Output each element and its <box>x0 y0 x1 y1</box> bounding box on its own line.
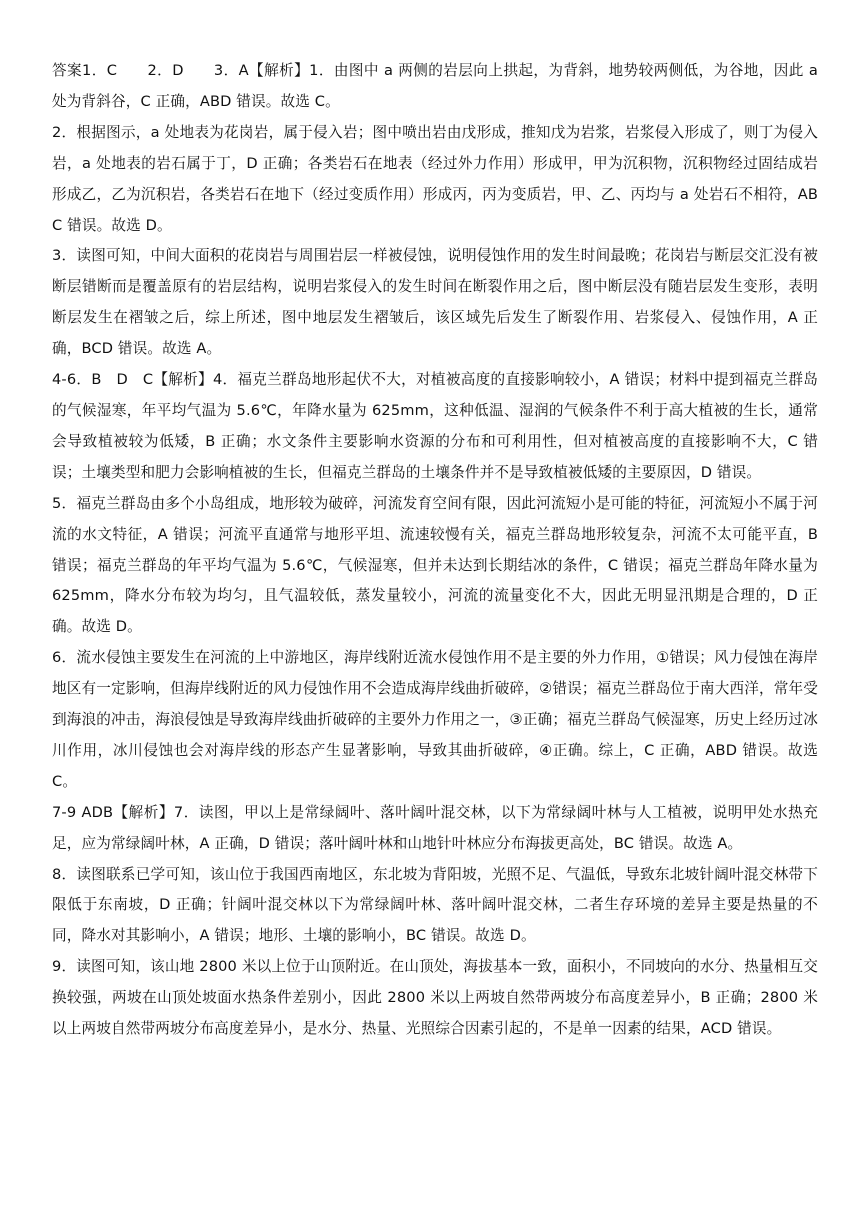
answer-paragraph-9: 9．读图可知，该山地 2800 米以上位于山顶附近。在山顶处，海拔基本一致，面积小，不同坡向的水分、热量相互交换较强，两坡在山顶处坡面水热条件差别小，因此 2800 米以上两坡自然带两坡分布高度差异小，B 正确；2800 米以上两坡自然带两坡分布高度差异小，是水分、热量、光照综合因素引起的，不是单一因素的结果，ACD 错误。 <box>52 958 818 1038</box>
answer-document <box>52 56 818 1045</box>
answer-paragraph-3: 3．读图可知，中间大面积的花岗岩与周围岩层一样被侵蚀，说明侵蚀作用的发生时间最晚；花岗岩与断层交汇没有被断层错断而是覆盖原有的岩层结构，说明岩浆侵入的发生时间在断裂作用之后，图中断层没有随岩层发生变形，表明断层发生在褶皱之后，综上所述，图中地层发生褶皱后，该区域先后发生了断裂作用、岩浆侵入、侵蚀作用，A 正确，BCD 错误。故选 A。 <box>52 247 818 358</box>
answer-paragraph-5: 5．福克兰群岛由多个小岛组成，地形较为破碎，河流发育空间有限，因此河流短小是可能的特征，河流短小不属于河流的水文特征，A 错误；河流平直通常与地形平坦、流速较慢有关，福克兰群岛地形较复杂，河流不太可能平直，B 错误；福克兰群岛的年平均气温为 5.6℃，气候湿寒，但并未达到长期结冰的条件，C 错误；福克兰群岛年降水量为 625mm，降水分布较为均匀，且气温较低，蒸发量较小，河流的流量变化不大，因此无明显汛期是合理的，D 正确。故选 D。 <box>52 494 818 636</box>
answer-paragraph-4-6: 4-6．B D C【解析】4．福克兰群岛地形起伏不大，对植被高度的直接影响较小，A 错误；材料中提到福克兰群岛的气候湿寒，年平均气温为 5.6℃，年降水量为 625mm，这种低温、湿润的气候条件不利于高大植被的生长，通常会导致植被较为低矮，B 正确；水文条件主要影响水资源的分布和可利用性，但对植被高度的直接影响不大，C 错误；土壤类型和肥力会影响植被的生长，但福克兰群岛的土壤条件并不是导致植被低矮的主要原因，D 错误。 <box>52 371 818 481</box>
answer-paragraph-8: 8．读图联系已学可知，该山位于我国西南地区，东北坡为背阳坡，光照不足、气温低，导致东北坡针阔叶混交林带下限低于东南坡，D 正确；针阔叶混交林以下为常绿阔叶林、落叶阔叶混交林，二者生存环境的差异主要是热量的不同，降水对其影响小，A 错误；地形、土壤的影响小，BC 错误。故选 D。 <box>52 865 818 945</box>
answer-paragraph-1-3: 答案1．C 2．D 3．A【解析】1．由图中 a 两侧的岩层向上拱起，为背斜，地势较两侧低，为谷地，因此 a 处为背斜谷，C 正确，ABD 错误。故选 C。 <box>52 62 818 110</box>
answer-paragraph-7-9: 7-9 ADB【解析】7．读图，甲以上是常绿阔叶、落叶阔叶混交林，以下为常绿阔叶林与人工植被，说明甲处水热充足，应为常绿阔叶林，A 正确，D 错误；落叶阔叶林和山地针叶林应分布海拔更高处，BC 错误。故选 A。 <box>52 803 818 852</box>
answer-paragraph-2: 2．根据图示，a 处地表为花岗岩，属于侵入岩；图中喷出岩由戊形成，推知戊为岩浆，岩浆侵入形成了，则丁为侵入岩，a 处地表的岩石属于丁，D 正确；各类岩石在地表（经过外力作用）形成甲，甲为沉积物，沉积物经过固结成岩形成乙，乙为沉积岩，各类岩石在地下（经过变质作用）形成丙，丙为变质岩，甲、乙、丙均与 a 处岩石不相符，ABC 错误。故选 D。 <box>52 123 818 234</box>
answer-paragraph-6: 6．流水侵蚀主要发生在河流的上中游地区，海岸线附近流水侵蚀作用不是主要的外力作用，①错误；风力侵蚀在海岸地区有一定影响，但海岸线附近的风力侵蚀作用不会造成海岸线曲折破碎，②错误；福克兰群岛位于南大西洋，常年受到海浪的冲击，海浪侵蚀是导致海岸线曲折破碎的主要外力作用之一，③正确；福克兰群岛气候湿寒，历史上经历过冰川作用，冰川侵蚀也会对海岸线的形态产生显著影响，导致其曲折破碎，④正确。综上，C 正确，ABD 错误。故选 C。 <box>52 649 818 790</box>
